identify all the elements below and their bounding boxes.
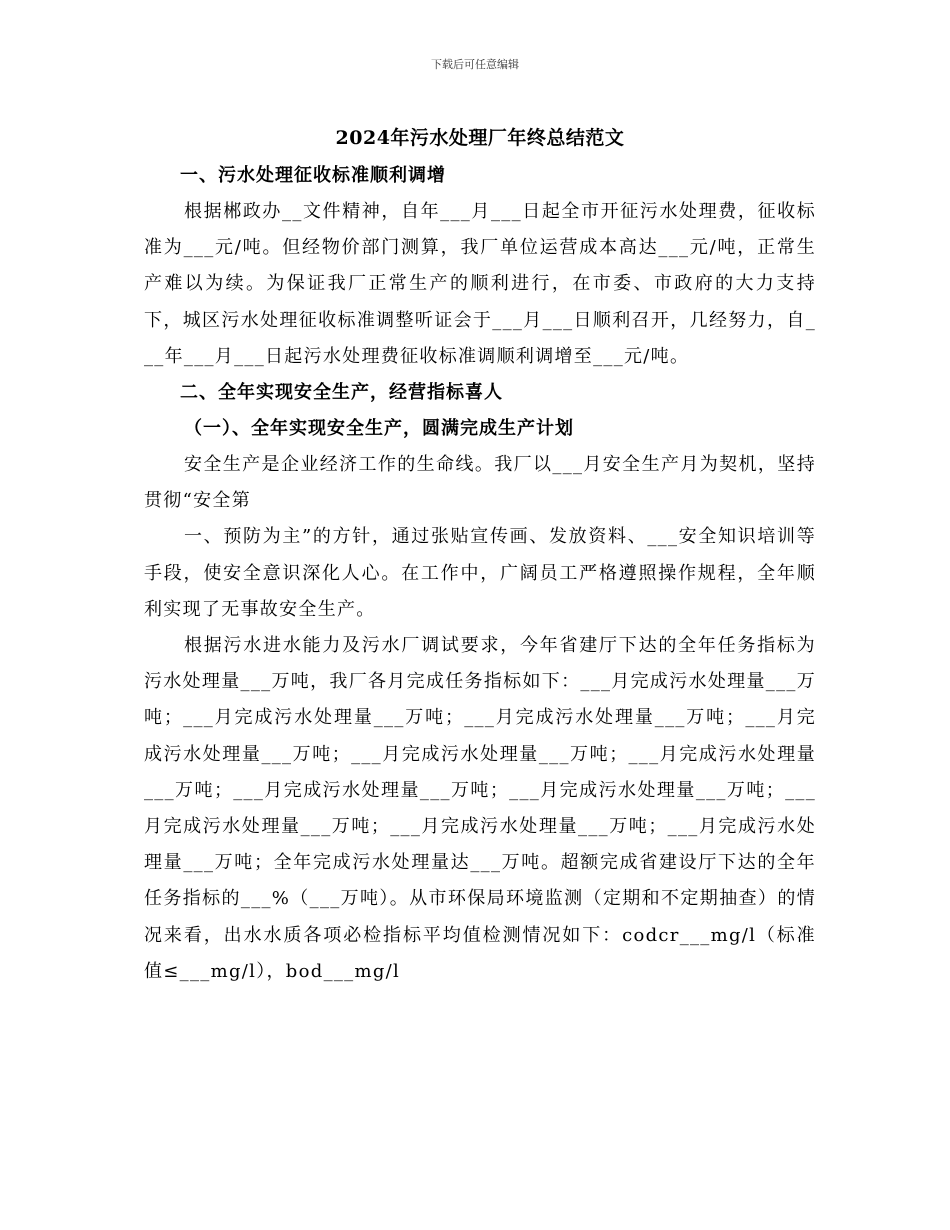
document-body [144, 118, 816, 990]
header-note: 下载后可任意编辑 [431, 58, 519, 71]
document-title: 2024年污水处理厂年终总结范文 [335, 127, 625, 149]
section-2-paragraph-2: 一、预防为主”的方针，通过张贴宣传画、发放资料、___安全知识培训等手段，使安全意识深化人心。在工作中，广阔员工严格遵照操作规程，全年顺利实现了无事故安全生产。 [144, 526, 816, 620]
section-2-subheading: （一）、全年实现安全生产，圆满完成生产计划 [184, 418, 574, 440]
section-2-heading: 二、全年实现安全生产，经营指标喜人 [180, 382, 503, 404]
section-2-paragraph-1: 安全生产是企业经济工作的生命线。我厂以___月安全生产月为契机，坚持贯彻“安全第 [144, 454, 816, 512]
section-1-heading: 一、污水处理征收标准顺利调增 [180, 165, 446, 186]
section-2-paragraph-3: 根据污水进水能力及污水厂调试要求，今年省建厅下达的全年任务指标为污水处理量___万吨，我厂各月完成任务指标如下：___月完成污水处理量___万吨；___月完成污水处理量___万吨；___月完成污水处理量___万吨；___月完成污水处理量___万吨；___月完成污水处理量___万吨；___月完成污水处理量___万吨；___月完成污水处理量___万吨；___月完成污水处理量___万吨；___月完成污水处理量___万吨；___月完成污水处理量___万吨；___月完成污水处理量___万吨；全年完成污水处理量达___万吨。超额完成省建设厅下达的全年任务指标的___%（___万吨）。从市环保局环境监测（定期和不定期抽查）的情况来看，出水水质各项必检指标平均值检测情况如下：codcr___mg/l（标准值≤___mg/l），bod___mg/l [144, 635, 816, 982]
section-1-paragraph: 根据郴政办__文件精神，自年___月___日起全市开征污水处理费，征收标准为___元/吨。但经物价部门测算，我厂单位运营成本高达___元/吨，正常生产难以为续。为保证我厂正常生产的顺利进行，在市委、市政府的大力支持下，城区污水处理征收标准调整听证会于___月___日顺利召开，几经努力，自___年___月___日起污水处理费征收标准调顺利调增至___元/吨。 [144, 201, 816, 367]
